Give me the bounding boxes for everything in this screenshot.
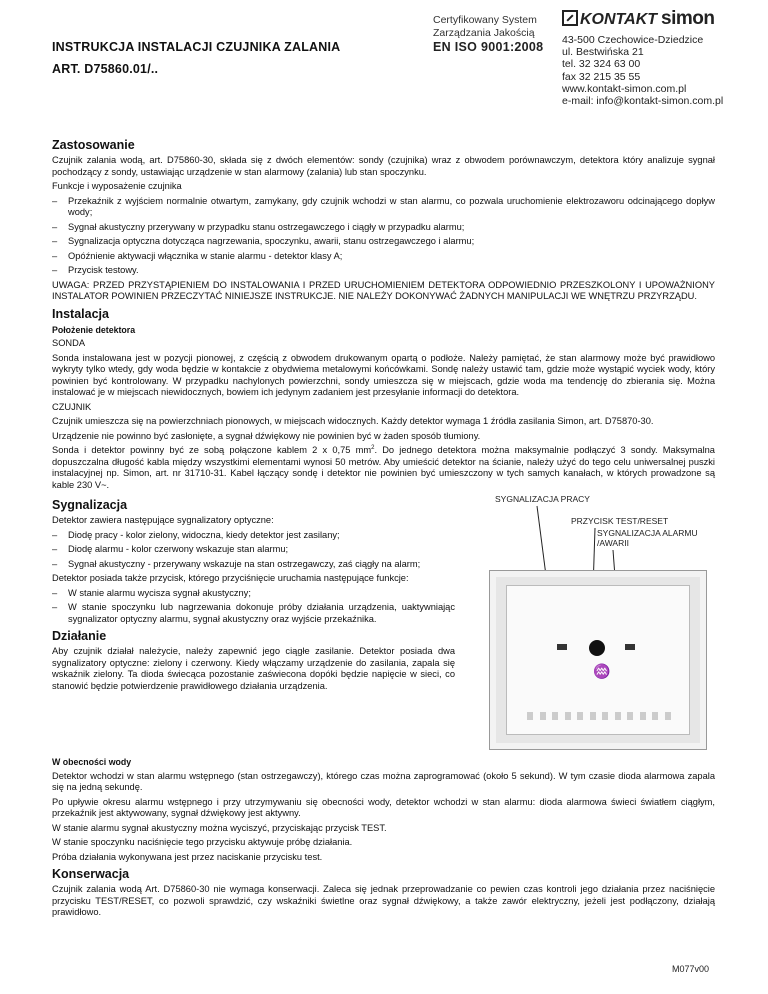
address-phone: tel. 32 324 63 00 [562,58,641,71]
detector-faceplate [506,585,690,735]
paragraph: Detektor posiada także przycisk, którego przyciśnięcie uruchamia następujące funkcje: [52,573,409,583]
document-code: M077v00 [672,964,710,974]
company-logo [562,8,742,30]
company-address [562,34,723,107]
label-alarm-line-1: SYGNALIZACJA ALARMU [597,528,698,538]
label-test-reset: PRZYCISK TEST/RESET [571,516,669,526]
paragraph: Czujnik zalania wodą, art. D75860-30, składa się z dwóch elementów: sondy (czujnika) wraz z obwodem porównawczym, detektora który analizuje sygnał pochodzący z sondy, ustawiając urządzenie w stan alarmowy (zalania) lub stan spoczynku. [52,155,715,177]
section-konserwacja [52,867,715,919]
kontakt-logo-icon [562,10,578,26]
paragraph: Czujnik zalania wodą Art. D75860-30 nie wymaga konserwacji. Zaleca się jednak przeprowadzanie co pewien czas kontroli jego działania przez naciśnięcie przycisku TEST/RESET, co pozwoli sprawdzić, czy wskaźniki świetlne oraz sygnał dźwiękowy, a także zawór elektryczny, jeżeli jest podłączony, działają prawidłowo. [52,884,715,917]
list-item: – W stanie alarmu wycisza sygnał akustyczny; [52,588,455,600]
section-dzialanie-cont [52,757,715,863]
title-line-2: ART. D75860.01/.. [52,62,159,76]
section-heading: Działanie [52,629,107,643]
logo-simon: simon [661,8,715,29]
cert-iso: EN ISO 9001:2008 [433,40,544,54]
button-function-list [52,588,455,626]
section-instalacja [52,307,715,492]
list-item: – Diodę pracy - kolor zielony, widoczna, kiedy detektor jest zasilany; [52,530,455,542]
superscript: 2 [371,444,375,451]
indicator-list [52,530,455,571]
address-line: 43-500 Czechowice-Dziedzice [562,34,704,46]
paragraph: Próba działania wykonywana jest przez naciskanie przycisku test. [52,851,323,862]
label-alarm-line-2: /AWARII [597,538,629,548]
detector-figure [485,494,715,754]
section-heading: Instalacja [52,306,109,321]
cert-line-1: Certyfikowany System [433,14,537,26]
paragraph: Funkcje i wyposażenie czujnika [52,181,182,191]
section-heading: Konserwacja [52,867,130,881]
section-heading: Sygnalizacja [52,498,128,512]
list-item: – Sygnał akustyczny przerywany w przypadku stanu ostrzegawczego i ciągły w przypadku alarmu; [52,222,715,234]
detector-device-image [489,570,707,750]
list-item: – Opóźnienie aktywacji włącznika w stanie alarmu - detektor klasy A; [52,251,715,263]
label-czujnik: CZUJNIK [52,401,92,412]
list-item: – W stanie spoczynku lub nagrzewania dokonuje próby działania urządzenia, uaktywniając sygnalizator optyczny alarmu, sygnał akustyczny oraz wyjście przekaźnika. [52,602,455,625]
work-led-icon [557,644,567,650]
address-fax: fax 32 215 35 55 [562,70,641,83]
cert-line-2: Zarządzania Jakością [433,27,535,39]
title-line-1: INSTRUKCJA INSTALACJI CZUJNIKA ZALANIA [52,40,341,54]
paragraph: Urządzenie nie powinno być zasłonięte, a sygnał dźwiękowy nie powinien być w żaden sposób tłumiony. [52,430,481,441]
paragraph: Sonda instalowana jest w pozycji pionowej, z częścią z obwodem drukowanym opartą o podłoże. Należy pamiętać, że stan alarmowy może być prawidłowo wykryty tylko wtedy, gdy woda będzie w kontakcie z obydwiema metalowymi końcówkami. Sondę należy ustawić tam, gdzie może wystąpić wyciek wody, który powinien być kontrolowany. W przypadku nachylonych powierzchni, sondy umieszcza się w miejscach, gdzie woda ma tendencję do zbierania się. Można instalować je w miejscach niewidocznych, bowiem ich jedynym zadaniem jest przesyłanie informacji do detektora. [52,352,715,397]
document-body [52,134,715,922]
list-item: – Sygnał akustyczny - przerywany wskazuje na stan ostrzegawczy, zaś ciągły na alarm; [52,559,455,571]
paragraph [52,445,715,491]
address-email: e-mail: info@kontakt-simon.com.pl [562,95,724,108]
subheading: W obecności wody [52,757,132,767]
paragraph: W stanie alarmu sygnał akustyczny można wyciszyć, przyciskając przycisk TEST. [52,822,387,833]
section-dzialanie [52,629,455,692]
text-run: Sonda i detektor powinny być ze sobą połączone kablem 2 x 0,75 mm [52,445,372,455]
section-sygnalizacja [52,498,455,625]
address-line: ul. Bestwińska 21 [562,46,644,59]
document-header [0,0,768,120]
paragraph: W stanie spoczynku naciśnięcie tego przycisku aktywuje próbę działania. [52,837,353,847]
section-zastosowanie [52,138,715,303]
list-item: – Sygnalizacja optyczna dotycząca nagrzewania, spoczynku, awarii, stanu ostrzegawczego i alarmu; [52,236,715,248]
alarm-led-icon [625,644,635,650]
quality-certificate [433,14,543,54]
warning-paragraph: UWAGA: PRZED PRZYSTĄPIENIEM DO INSTALOWANIA I PRZED URUCHOMIENIEM DETEKTORA ODPOWIEDNIO PRZESZKOLONY I UPOWAŻNIONY INSTALATOR POWINIEN PRZECZYTAĆ NINIEJSZE INSTRUKCJE. NIE NALEŻY DOKONYWAĆ ŻADNYCH MANIPULACJI WE WNĘTRZU PRZYRZĄDU. [52,279,715,301]
signalling-and-operation [52,494,715,754]
test-reset-button-icon [589,640,605,656]
water-drop-icon: ♒ [593,663,611,679]
label-sonda: SONDA [52,338,86,348]
text-run: . Do jednego detektora można maksymalnie podłączyć 3 sondy. Maksymalna dopuszczalna długość kabla między wszystkimi elementami wynosi 50 metrów. Aby umieścić detektor na ścianie, należy użyć do tego celu uniwersalnej puszki instalacyjnej np. Simon, art. nr 31710-31. Kabel łączący sondę i detektor nie powinien być umieszczony w tych samych kanałach, w których prowadzone są kable 230 V~. [52,445,715,490]
logo-brand: KONTAKT [580,11,658,28]
feature-list [52,196,715,277]
text-column [52,494,455,754]
faceplate-markings [527,712,671,722]
section-heading: Zastosowanie [52,138,135,152]
paragraph: Aby czujnik działał należycie, należy zapewnić jego ciągłe zasilanie. Detektor posiada dwa sygnalizatory optyczne: zielony i czerwony. Kiedy włączamy urządzenie do zasilania, zapala się wskaźnik zielony. Ta dioda świecąca pozostanie zaświecona dopóki będzie napięcie w sieci, co stanowić będzie potwierdzenie prawidłowego działania urządzenia. [52,646,455,691]
paragraph: Po upływie okresu alarmu wstępnego i przy utrzymywaniu się obecności wody, detektor wchodzi w stan alarmu: dioda alarmowa świeci światłem ciągłym, przekaźnik jest aktywowany, sygnał dźwiękowy jest aktywny. [52,796,715,818]
paragraph: Detektor zawiera następujące sygnalizatory optyczne: [52,515,274,525]
label-work-signal: SYGNALIZACJA PRACY [495,494,590,504]
list-item: – Diodę alarmu - kolor czerwony wskazuje stan alarmu; [52,544,455,556]
document-title [52,38,340,82]
list-item: – Przycisk testowy. [52,265,715,277]
address-website: www.kontakt-simon.com.pl [562,82,687,95]
paragraph: Detektor wchodzi w stan alarmu wstępnego (stan ostrzegawczy), którego czas można zaprogramować (około 5 sekund). W tym czasie dioda alarmowa zapala się na jedną sekundę. [52,770,715,792]
paragraph: Czujnik umieszcza się na powierzchniach pionowych, w miejscach widocznych. Każdy detektor wymaga 1 źródła zasilania Simon, art. D75870-30. [52,416,654,426]
subheading: Położenie detektora [52,324,136,335]
list-item: – Przekaźnik z wyjściem normalnie otwartym, zamykany, gdy czujnik wchodzi w stan alarmu, co pozwala uruchomienie elektrozaworu odcinającego dopływ wody; [52,196,715,219]
